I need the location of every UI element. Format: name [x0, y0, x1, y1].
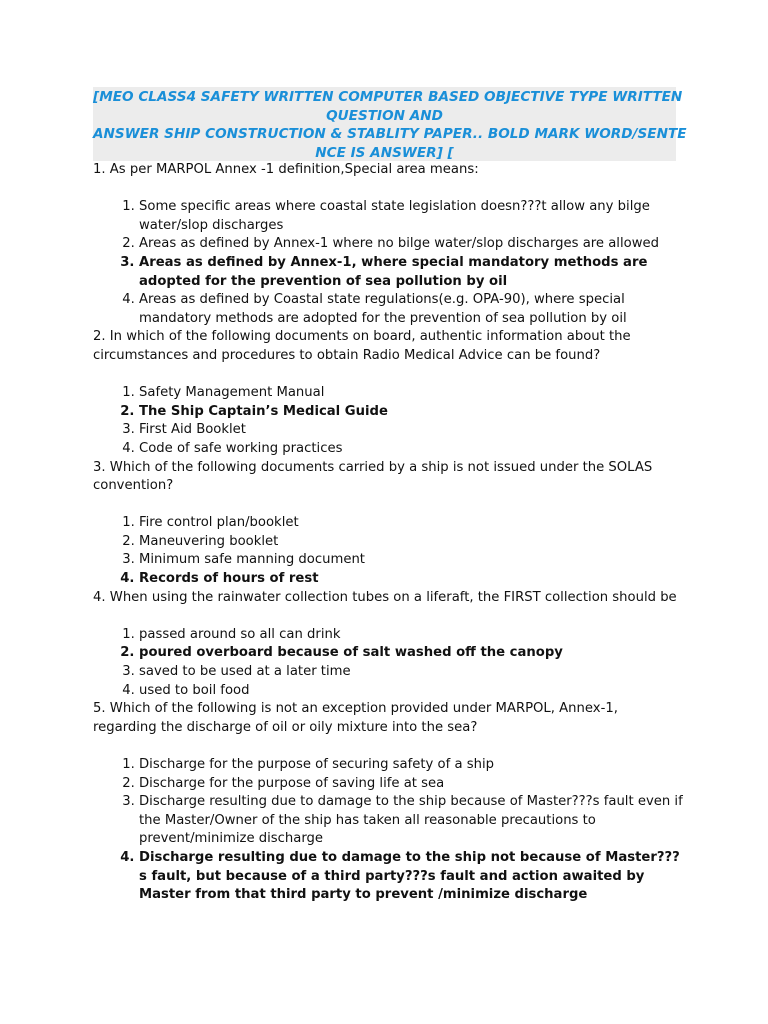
answer-option: 3. Minimum safe manning document: [139, 551, 683, 570]
answer-option: 1. Discharge for the purpose of securing safety of a ship: [139, 756, 683, 775]
title-line-3: ANSWER SHIP CONSTRUCTION & STABLITY PAPER.. BOLD MARK WORD/SENTE: [93, 126, 687, 142]
answer-list: [93, 514, 683, 588]
document-title-box: [93, 87, 687, 161]
correct-answer-option: 4. Discharge resulting due to damage to the ship not because of Master???s fault, but because of a third party???s fault and action awaited by Master from that third party to prevent /minimize discharge: [139, 849, 683, 905]
answer-option: 4. used to boil food: [139, 682, 683, 701]
answer-option: 1. Safety Management Manual: [139, 384, 683, 403]
answer-option: 2. Discharge for the purpose of saving life at sea: [139, 775, 683, 794]
correct-answer-option: 2. poured overboard because of salt washed off the canopy: [139, 644, 683, 663]
question-text: 4. When using the rainwater collection tubes on a liferaft, the FIRST collection should be: [93, 589, 677, 605]
question-block-1: [93, 161, 683, 328]
answer-option: 2. Areas as defined by Annex-1 where no bilge water/slop discharges are allowed: [139, 235, 683, 254]
answer-option: 1. Fire control plan/booklet: [139, 514, 683, 533]
answer-list: [93, 626, 683, 700]
question-block-2: [93, 328, 683, 458]
answer-option: 4. Code of safe working practices: [139, 440, 683, 459]
answer-list: [93, 198, 683, 328]
answer-option: 1. passed around so all can drink: [139, 626, 683, 645]
title-line-4: NCE IS ANSWER] [: [315, 144, 454, 161]
correct-answer-option: 3. Areas as defined by Annex-1, where special mandatory methods are adopted for the prevention of sea pollution by oil: [139, 254, 683, 291]
correct-answer-option: 2. The Ship Captain’s Medical Guide: [139, 403, 683, 422]
answer-option: 3. First Aid Booklet: [139, 421, 683, 440]
answer-option: 3. Discharge resulting due to damage to the ship because of Master???s fault even if the Master/Owner of the ship has taken all reasonable precautions to prevent/minimize discharge: [139, 793, 683, 849]
question-list: [93, 161, 683, 905]
question-text: 3. Which of the following documents carried by a ship is not issued under the SOLAS convention?: [93, 459, 653, 494]
title-line-2: QUESTION AND: [326, 107, 443, 124]
answer-list: [93, 384, 683, 458]
question-text: 2. In which of the following documents on board, authentic information about the circumstances and procedures to obtain Radio Medical Advice can be found?: [93, 329, 631, 363]
answer-option: 3. saved to be used at a later time: [139, 663, 683, 682]
answer-option: 2. Maneuvering booklet: [139, 533, 683, 552]
correct-answer-option: 4. Records of hours of rest: [139, 570, 683, 589]
question-text: 5. Which of the following is not an exception provided under MARPOL, Annex-1, regarding the discharge of oil or oily mixture into the sea?: [93, 701, 618, 735]
answer-option: 4. Areas as defined by Coastal state regulations(e.g. OPA-90), where special mandatory methods are adopted for the prevention of sea pollution by oil: [139, 291, 683, 328]
question-block-3: [93, 459, 683, 589]
question-block-5: [93, 700, 683, 905]
answer-option: 1. Some specific areas where coastal state legislation doesn???t allow any bilge water/slop discharges: [139, 198, 683, 235]
answer-list: [93, 756, 683, 905]
question-block-4: [93, 589, 683, 701]
question-text: 1. As per MARPOL Annex -1 definition,Special area means:: [93, 162, 479, 177]
title-line-1: [MEO CLASS4 SAFETY WRITTEN COMPUTER BASED OBJECTIVE TYPE WRITTEN: [93, 89, 683, 105]
